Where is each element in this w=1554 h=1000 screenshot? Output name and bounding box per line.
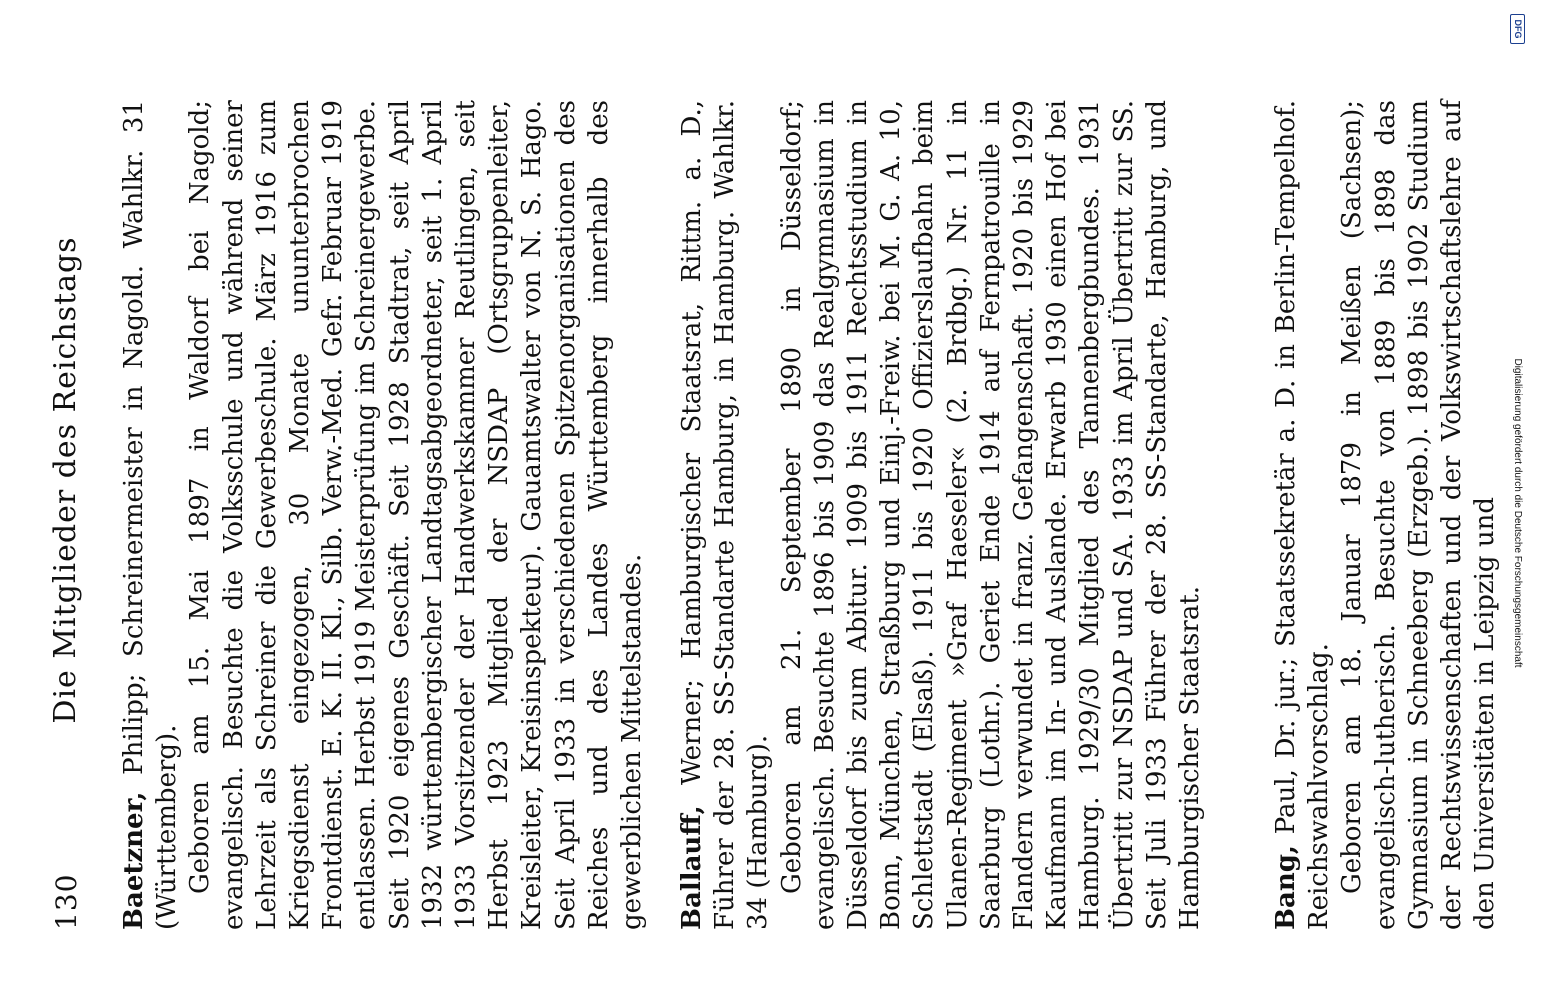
member-name: Bang, bbox=[1271, 845, 1301, 930]
digitization-imprint bbox=[1508, 14, 1528, 974]
member-biography: Geboren am 21. September 1890 in Düsseldorf; evangelisch. Besuchte 1896 bis 1909 das Realgymnasium in Düsseldorf bis zum Abitur. 1909 bis 1911 Rechtsstudium in Bonn, München, Straßburg und Einj.-Freiw. bei M. G. A. 10, Schlettstadt (Elsaß). 1911 bis 1920 Offizierslaufbahn beim Ulanen-Regiment »Graf Haeseler« (2. Brdbg.) Nr. 11 in Saarburg (Lothr.). Geriet Ende 1914 auf Fernpatrouille in Flandern verwundet in franz. Gefangenschaft. 1920 bis 1929 Kaufmann im In- und Auslande. Erwarb 1930 einen Hof bei Hamburg. 1929/30 Mitglied des Tannenbergbundes. 1931 Übertritt zur NSDAP und SA. 1933 im April Übertritt zur SS. Seit Juli 1933 Führer der 28. SS-Standarte, Hamburg, und Hamburgischer Staatsrat. bbox=[776, 100, 1206, 930]
member-entry bbox=[1270, 100, 1502, 930]
page-header bbox=[40, 30, 100, 930]
member-name: Ballauff, bbox=[677, 805, 707, 930]
entry-heading bbox=[1270, 100, 1336, 930]
imprint-text: Digitalisierung gefördert durch die Deutsche Forschungsgemeinschaft bbox=[1512, 358, 1524, 668]
member-intro: Werner; Hamburgischer Staatsrat, Rittm. a. D., Führer der 28. SS-Standarte Hamburg, in Hamburg. Wahlkr. 34 (Hamburg). bbox=[677, 100, 774, 930]
running-title: Die Mitglieder des Reichstags bbox=[48, 236, 83, 724]
dfg-logo: DFG bbox=[1511, 14, 1526, 44]
member-name: Baetzner, bbox=[119, 791, 149, 930]
member-intro: Philipp; Schreinermeister in Nagold. Wahlkr. 31 (Württemberg). bbox=[119, 100, 183, 930]
entry-heading bbox=[118, 100, 184, 930]
page-number: 130 bbox=[50, 873, 83, 930]
member-biography: Geboren am 18. Januar 1879 in Meißen (Sachsen); evangelisch-lutherisch. Besuchte von 1889 bis 1898 das Gymnasium in Schneeberg (Erzgeb.). 1898 bis 1902 Studium der Rechtswissenschaften und der Volkswirtschaftslehre auf den Universitäten in Leipzig und bbox=[1337, 100, 1501, 930]
entry-heading bbox=[676, 100, 776, 930]
member-entry bbox=[118, 100, 649, 930]
member-biography: Geboren am 15. Mai 1897 in Waldorf bei Nagold; evangelisch. Besuchte die Volksschule und während seiner Lehrzeit als Schreiner die Gewerbeschule. März 1916 zum Kriegsdienst eingezogen, 30 Monate ununterbrochen Frontdienst. E. K. II. Kl., Silb. Verw.-Med. Gefr. Februar 1919 entlassen. Herbst 1919 Meisterprüfung im Schreinergewerbe. Seit 1920 eigenes Geschäft. Seit 1928 Stadtrat, seit April 1932 württembergischer Landtagsabgeordneter, seit 1. April 1933 Vorsitzender der Handwerkskammer Reutlingen, seit Herbst 1923 Mitglied der NSDAP (Ortsgruppenleiter, Kreisleiter, Kreisinspekteur). Gauamtswalter von N. S. Hago. Seit April 1933 in verschiedenen Spitzenorganisationen des Reiches und des Landes Württemberg innerhalb des gewerblichen Mittelstandes. bbox=[185, 100, 648, 930]
member-entry bbox=[676, 100, 1207, 930]
member-intro: Paul, Dr. jur.; Staatssekretär a. D. in Berlin-Tempelhof. Reichswahlvorschlag. bbox=[1271, 100, 1335, 930]
